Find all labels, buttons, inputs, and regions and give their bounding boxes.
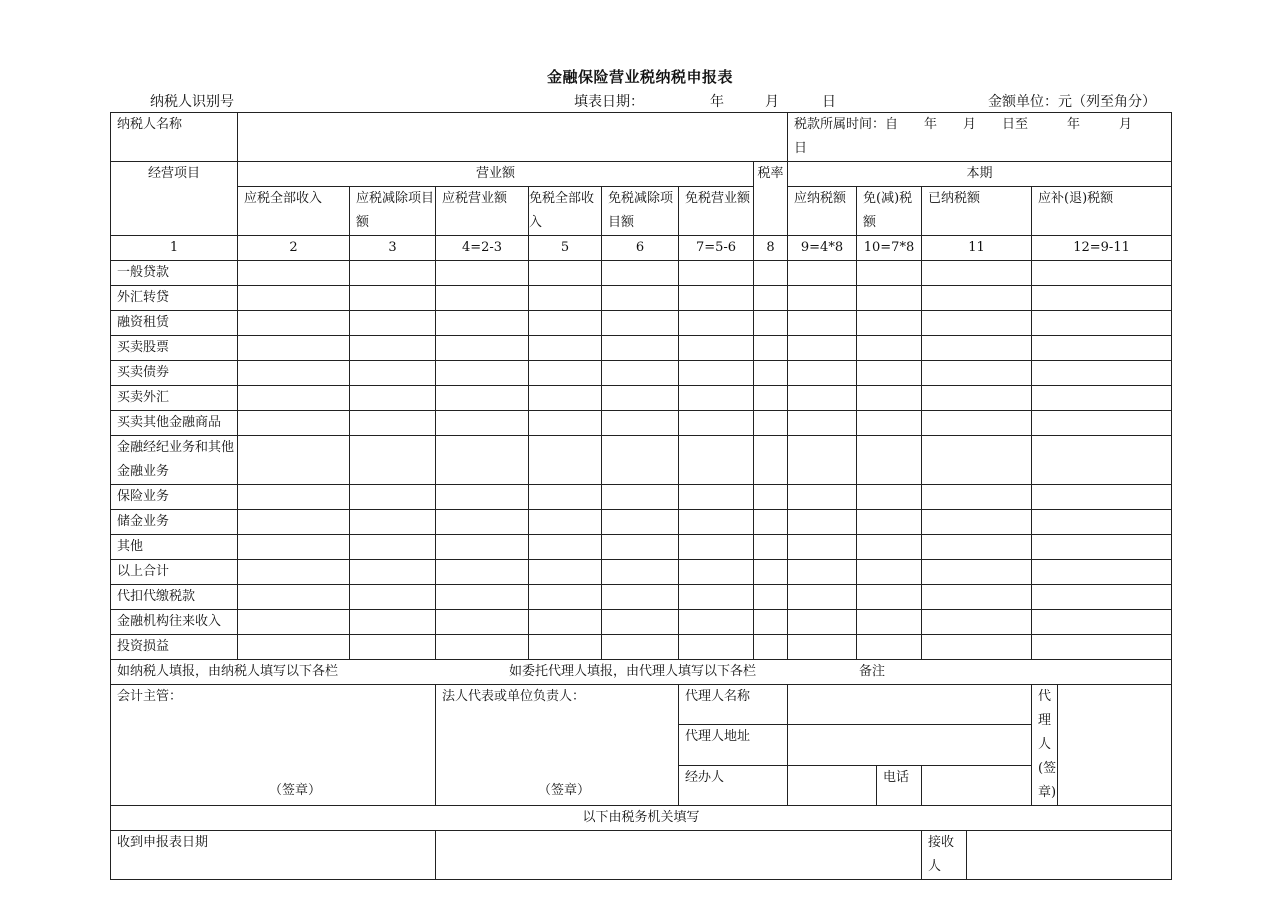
amount-cell[interactable] bbox=[922, 510, 1032, 535]
amount-cell[interactable] bbox=[679, 386, 754, 411]
amount-cell[interactable] bbox=[350, 261, 436, 286]
amount-cell[interactable] bbox=[529, 610, 602, 635]
amount-cell[interactable] bbox=[857, 261, 922, 286]
received-date-label: 收到申报表日期 bbox=[111, 831, 436, 880]
table-row bbox=[111, 386, 1172, 411]
col-header: 已纳税额 bbox=[922, 187, 1032, 236]
amount-cell[interactable] bbox=[529, 585, 602, 610]
revenue-label: 营业额 bbox=[238, 162, 754, 187]
amount-cell[interactable] bbox=[350, 386, 436, 411]
row-label: 买卖外汇 bbox=[111, 386, 238, 411]
amount-cell[interactable] bbox=[436, 286, 529, 311]
col-header: 免税减除项目额 bbox=[602, 187, 679, 236]
amount-cell[interactable] bbox=[857, 386, 922, 411]
accounting-supervisor-cell[interactable] bbox=[111, 685, 436, 806]
amount-cell[interactable] bbox=[754, 311, 788, 336]
amount-cell[interactable] bbox=[922, 585, 1032, 610]
amount-cell[interactable] bbox=[350, 535, 436, 560]
amount-cell[interactable] bbox=[436, 585, 529, 610]
amount-cell[interactable] bbox=[602, 286, 679, 311]
handler-field[interactable] bbox=[788, 765, 877, 805]
amount-cell[interactable] bbox=[679, 436, 754, 485]
amount-cell[interactable] bbox=[1032, 361, 1172, 386]
taxpayer-id-label: 纳税人识别号 bbox=[150, 94, 234, 110]
table-row bbox=[111, 485, 1172, 510]
amount-cell[interactable] bbox=[602, 585, 679, 610]
amount-cell[interactable] bbox=[857, 610, 922, 635]
amount-cell[interactable] bbox=[529, 261, 602, 286]
row-label: 金融经纪业务和其他金融业务 bbox=[111, 436, 238, 485]
row-label: 一般贷款 bbox=[111, 261, 238, 286]
col-header: 应补(退)税额 bbox=[1032, 187, 1172, 236]
amount-cell[interactable] bbox=[1032, 386, 1172, 411]
amount-cell[interactable] bbox=[788, 386, 857, 411]
amount-cell[interactable] bbox=[754, 560, 788, 585]
amount-cell[interactable] bbox=[238, 311, 350, 336]
amount-cell[interactable] bbox=[350, 510, 436, 535]
amount-cell[interactable] bbox=[754, 336, 788, 361]
phone-field[interactable] bbox=[922, 765, 1032, 805]
amount-cell[interactable] bbox=[754, 510, 788, 535]
self-fill-note: 如纳税人填报，由纳税人填写以下各栏 bbox=[117, 664, 339, 679]
amount-cell[interactable] bbox=[350, 436, 436, 485]
amount-cell[interactable] bbox=[788, 610, 857, 635]
col-number: 8 bbox=[754, 236, 788, 261]
col-header: 免(减)税额 bbox=[857, 187, 922, 236]
amount-cell[interactable] bbox=[350, 610, 436, 635]
amount-cell[interactable] bbox=[922, 411, 1032, 436]
amount-cell[interactable] bbox=[238, 610, 350, 635]
amount-cell[interactable] bbox=[788, 436, 857, 485]
amount-cell[interactable] bbox=[788, 560, 857, 585]
amount-cell[interactable] bbox=[602, 610, 679, 635]
amount-cell[interactable] bbox=[857, 510, 922, 535]
amount-cell[interactable] bbox=[238, 585, 350, 610]
row-label: 投资损益 bbox=[111, 635, 238, 660]
amount-cell[interactable] bbox=[754, 535, 788, 560]
col-header: 应纳税额 bbox=[788, 187, 857, 236]
amount-cell[interactable] bbox=[679, 610, 754, 635]
col-number: 11 bbox=[922, 236, 1032, 261]
row-label: 融资租赁 bbox=[111, 311, 238, 336]
amount-cell[interactable] bbox=[238, 485, 350, 510]
row-label: 其他 bbox=[111, 535, 238, 560]
amount-cell[interactable] bbox=[754, 411, 788, 436]
col-header: 应税减除项目额 bbox=[350, 187, 436, 236]
amount-cell[interactable] bbox=[1032, 610, 1172, 635]
amount-cell[interactable] bbox=[788, 535, 857, 560]
amount-cell[interactable] bbox=[857, 436, 922, 485]
row-label: 以上合计 bbox=[111, 560, 238, 585]
amount-cell[interactable] bbox=[602, 635, 679, 660]
amount-cell[interactable] bbox=[857, 535, 922, 560]
amount-cell[interactable] bbox=[238, 261, 350, 286]
amount-cell[interactable] bbox=[238, 535, 350, 560]
amount-cell[interactable] bbox=[754, 610, 788, 635]
amount-cell[interactable] bbox=[350, 411, 436, 436]
amount-cell[interactable] bbox=[238, 336, 350, 361]
amount-cell[interactable] bbox=[350, 560, 436, 585]
amount-cell[interactable] bbox=[857, 336, 922, 361]
row-label: 外汇转贷 bbox=[111, 286, 238, 311]
amount-cell[interactable] bbox=[788, 485, 857, 510]
col-number: 10=7*8 bbox=[857, 236, 922, 261]
amount-cell[interactable] bbox=[922, 311, 1032, 336]
legal-rep-seal-label: （签章） bbox=[538, 783, 591, 798]
amount-cell[interactable] bbox=[350, 336, 436, 361]
amount-cell[interactable] bbox=[602, 535, 679, 560]
amount-cell[interactable] bbox=[788, 336, 857, 361]
tax-declaration-form bbox=[110, 112, 1172, 880]
amount-cell[interactable] bbox=[679, 286, 754, 311]
amount-cell[interactable] bbox=[922, 485, 1032, 510]
amount-cell[interactable] bbox=[1032, 311, 1172, 336]
amount-cell[interactable] bbox=[436, 635, 529, 660]
table-row bbox=[111, 311, 1172, 336]
amount-cell[interactable] bbox=[679, 635, 754, 660]
amount-cell[interactable] bbox=[436, 535, 529, 560]
amount-cell[interactable] bbox=[1032, 261, 1172, 286]
remarks-label: 备注 bbox=[859, 664, 886, 679]
amount-cell[interactable] bbox=[529, 485, 602, 510]
fill-notes-row bbox=[111, 660, 1172, 685]
amount-cell[interactable] bbox=[529, 311, 602, 336]
received-date-field[interactable] bbox=[436, 831, 922, 880]
amount-cell[interactable] bbox=[788, 311, 857, 336]
amount-cell[interactable] bbox=[529, 560, 602, 585]
amount-cell[interactable] bbox=[679, 560, 754, 585]
col-header: 免税全部收入 bbox=[529, 187, 602, 236]
agent-seal-label: 代 理 人(签章) bbox=[1032, 685, 1058, 806]
fill-date-year: 年 bbox=[710, 94, 724, 110]
table-row bbox=[111, 510, 1172, 535]
fill-date-month: 月 bbox=[765, 94, 779, 110]
amount-cell[interactable] bbox=[679, 361, 754, 386]
amount-cell[interactable] bbox=[1032, 560, 1172, 585]
amount-cell[interactable] bbox=[602, 386, 679, 411]
amount-cell[interactable] bbox=[922, 436, 1032, 485]
amount-cell[interactable] bbox=[436, 411, 529, 436]
col-number: 4=2-3 bbox=[436, 236, 529, 261]
page-title: 金融保险营业税纳税申报表 bbox=[546, 68, 733, 86]
legal-rep-label: 法人代表或单位负责人： bbox=[442, 689, 586, 704]
table-row bbox=[111, 336, 1172, 361]
amount-cell[interactable] bbox=[350, 635, 436, 660]
amount-cell[interactable] bbox=[754, 386, 788, 411]
amount-cell[interactable] bbox=[350, 361, 436, 386]
supervisor-seal-label: （签章） bbox=[269, 783, 322, 798]
amount-cell[interactable] bbox=[602, 261, 679, 286]
row-label: 保险业务 bbox=[111, 485, 238, 510]
amount-cell[interactable] bbox=[922, 535, 1032, 560]
amount-cell[interactable] bbox=[602, 311, 679, 336]
row-label: 金融机构往来收入 bbox=[111, 610, 238, 635]
handler-label: 经办人 bbox=[679, 765, 788, 805]
tax-authority-note: 以下由税务机关填写 bbox=[111, 806, 1172, 831]
col-number: 7=5-6 bbox=[679, 236, 754, 261]
row-label: 储金业务 bbox=[111, 510, 238, 535]
tax-rate-label: 税率 bbox=[754, 162, 788, 236]
amount-cell[interactable] bbox=[679, 485, 754, 510]
amount-cell[interactable] bbox=[436, 336, 529, 361]
amount-cell[interactable] bbox=[602, 560, 679, 585]
amount-cell[interactable] bbox=[922, 336, 1032, 361]
table-row bbox=[111, 436, 1172, 485]
amount-cell[interactable] bbox=[238, 411, 350, 436]
amount-cell[interactable] bbox=[436, 436, 529, 485]
amount-cell[interactable] bbox=[922, 560, 1032, 585]
amount-cell[interactable] bbox=[529, 635, 602, 660]
amount-cell[interactable] bbox=[436, 510, 529, 535]
amount-cell[interactable] bbox=[436, 610, 529, 635]
amount-cell[interactable] bbox=[350, 286, 436, 311]
amount-cell[interactable] bbox=[922, 386, 1032, 411]
amount-cell[interactable] bbox=[679, 535, 754, 560]
amount-cell[interactable] bbox=[350, 485, 436, 510]
amount-cell[interactable] bbox=[857, 361, 922, 386]
agent-name-label: 代理人名称 bbox=[679, 685, 788, 725]
amount-cell[interactable] bbox=[1032, 286, 1172, 311]
amount-cell[interactable] bbox=[238, 635, 350, 660]
table-row bbox=[111, 635, 1172, 660]
amount-cell[interactable] bbox=[350, 311, 436, 336]
col-number: 5 bbox=[529, 236, 602, 261]
amount-cell[interactable] bbox=[238, 510, 350, 535]
amount-cell[interactable] bbox=[602, 510, 679, 535]
col-number: 9=4*8 bbox=[788, 236, 857, 261]
col-number: 12=9-11 bbox=[1032, 236, 1172, 261]
amount-cell[interactable] bbox=[754, 485, 788, 510]
col-header: 应税营业额 bbox=[436, 187, 529, 236]
amount-cell[interactable] bbox=[529, 535, 602, 560]
amount-cell[interactable] bbox=[1032, 336, 1172, 361]
table-row bbox=[111, 411, 1172, 436]
amount-cell[interactable] bbox=[238, 361, 350, 386]
row-label: 买卖股票 bbox=[111, 336, 238, 361]
amount-cell[interactable] bbox=[529, 286, 602, 311]
amount-cell[interactable] bbox=[602, 436, 679, 485]
taxpayer-name-label: 纳税人名称 bbox=[111, 113, 238, 162]
amount-cell[interactable] bbox=[436, 261, 529, 286]
amount-cell[interactable] bbox=[679, 510, 754, 535]
amount-cell[interactable] bbox=[238, 436, 350, 485]
amount-cell[interactable] bbox=[238, 386, 350, 411]
amount-cell[interactable] bbox=[679, 261, 754, 286]
agent-seal-field[interactable] bbox=[1058, 685, 1172, 806]
amount-cell[interactable] bbox=[238, 286, 350, 311]
taxpayer-name-field[interactable] bbox=[238, 113, 788, 162]
agent-name-field[interactable] bbox=[788, 685, 1032, 725]
table-row bbox=[111, 286, 1172, 311]
col-number: 1 bbox=[111, 236, 238, 261]
amount-cell[interactable] bbox=[857, 635, 922, 660]
amount-cell[interactable] bbox=[754, 261, 788, 286]
amount-cell[interactable] bbox=[679, 336, 754, 361]
amount-cell[interactable] bbox=[529, 436, 602, 485]
tax-period-label: 税款所属时间：自 年 月 日至 年 月 日 bbox=[788, 113, 1172, 162]
amount-cell[interactable] bbox=[857, 585, 922, 610]
amount-unit: 金额单位：元（列至角分） bbox=[988, 94, 1156, 110]
table-row bbox=[111, 361, 1172, 386]
business-item-label: 经营项目 bbox=[111, 162, 238, 236]
amount-cell[interactable] bbox=[602, 411, 679, 436]
row-label: 代扣代缴税款 bbox=[111, 585, 238, 610]
amount-cell[interactable] bbox=[350, 585, 436, 610]
amount-cell[interactable] bbox=[1032, 535, 1172, 560]
amount-cell[interactable] bbox=[922, 261, 1032, 286]
row-label: 买卖其他金融商品 bbox=[111, 411, 238, 436]
table-row bbox=[111, 535, 1172, 560]
amount-cell[interactable] bbox=[922, 361, 1032, 386]
amount-cell[interactable] bbox=[1032, 510, 1172, 535]
amount-cell[interactable] bbox=[754, 361, 788, 386]
amount-cell[interactable] bbox=[436, 361, 529, 386]
amount-cell[interactable] bbox=[679, 311, 754, 336]
accounting-supervisor-label: 会计主管： bbox=[117, 689, 183, 704]
amount-cell[interactable] bbox=[1032, 411, 1172, 436]
amount-cell[interactable] bbox=[602, 336, 679, 361]
amount-cell[interactable] bbox=[857, 286, 922, 311]
receiver-label: 接收人 bbox=[922, 831, 967, 880]
amount-cell[interactable] bbox=[788, 286, 857, 311]
amount-cell[interactable] bbox=[788, 411, 857, 436]
amount-cell[interactable] bbox=[857, 411, 922, 436]
amount-cell[interactable] bbox=[529, 336, 602, 361]
amount-cell[interactable] bbox=[922, 635, 1032, 660]
amount-cell[interactable] bbox=[238, 560, 350, 585]
amount-cell[interactable] bbox=[679, 411, 754, 436]
amount-cell[interactable] bbox=[436, 485, 529, 510]
row-label: 买卖债券 bbox=[111, 361, 238, 386]
amount-cell[interactable] bbox=[857, 311, 922, 336]
amount-cell[interactable] bbox=[436, 560, 529, 585]
amount-cell[interactable] bbox=[922, 610, 1032, 635]
amount-cell[interactable] bbox=[436, 311, 529, 336]
legal-rep-cell[interactable] bbox=[436, 685, 679, 806]
amount-cell[interactable] bbox=[1032, 635, 1172, 660]
col-header: 应税全部收入 bbox=[238, 187, 350, 236]
amount-cell[interactable] bbox=[529, 361, 602, 386]
agent-address-label: 代理人地址 bbox=[679, 725, 788, 765]
amount-cell[interactable] bbox=[788, 361, 857, 386]
amount-cell[interactable] bbox=[436, 386, 529, 411]
amount-cell[interactable] bbox=[788, 510, 857, 535]
amount-cell[interactable] bbox=[529, 386, 602, 411]
col-number: 6 bbox=[602, 236, 679, 261]
amount-cell[interactable] bbox=[788, 261, 857, 286]
col-header: 免税营业额 bbox=[679, 187, 754, 236]
amount-cell[interactable] bbox=[857, 485, 922, 510]
current-period-label: 本期 bbox=[788, 162, 1172, 187]
fill-date-label: 填表日期： bbox=[574, 94, 644, 110]
amount-cell[interactable] bbox=[1032, 436, 1172, 485]
amount-cell[interactable] bbox=[529, 510, 602, 535]
amount-cell[interactable] bbox=[754, 635, 788, 660]
amount-cell[interactable] bbox=[1032, 485, 1172, 510]
amount-cell[interactable] bbox=[788, 585, 857, 610]
table-row bbox=[111, 560, 1172, 585]
table-row bbox=[111, 585, 1172, 610]
amount-cell[interactable] bbox=[754, 436, 788, 485]
amount-cell[interactable] bbox=[754, 585, 788, 610]
amount-cell[interactable] bbox=[602, 361, 679, 386]
col-number: 3 bbox=[350, 236, 436, 261]
fill-date-day: 日 bbox=[822, 94, 836, 110]
amount-cell[interactable] bbox=[754, 286, 788, 311]
amount-cell[interactable] bbox=[529, 411, 602, 436]
agent-fill-note: 如委托代理人填报，由代理人填写以下各栏 bbox=[509, 664, 757, 679]
amount-cell[interactable] bbox=[679, 585, 754, 610]
col-number: 2 bbox=[238, 236, 350, 261]
amount-cell[interactable] bbox=[788, 635, 857, 660]
amount-cell[interactable] bbox=[857, 560, 922, 585]
amount-cell[interactable] bbox=[1032, 585, 1172, 610]
phone-label: 电话 bbox=[877, 765, 922, 805]
receiver-field[interactable] bbox=[967, 831, 1172, 880]
table-row bbox=[111, 610, 1172, 635]
agent-address-field[interactable] bbox=[788, 725, 1032, 765]
amount-cell[interactable] bbox=[602, 485, 679, 510]
table-row bbox=[111, 261, 1172, 286]
amount-cell[interactable] bbox=[922, 286, 1032, 311]
